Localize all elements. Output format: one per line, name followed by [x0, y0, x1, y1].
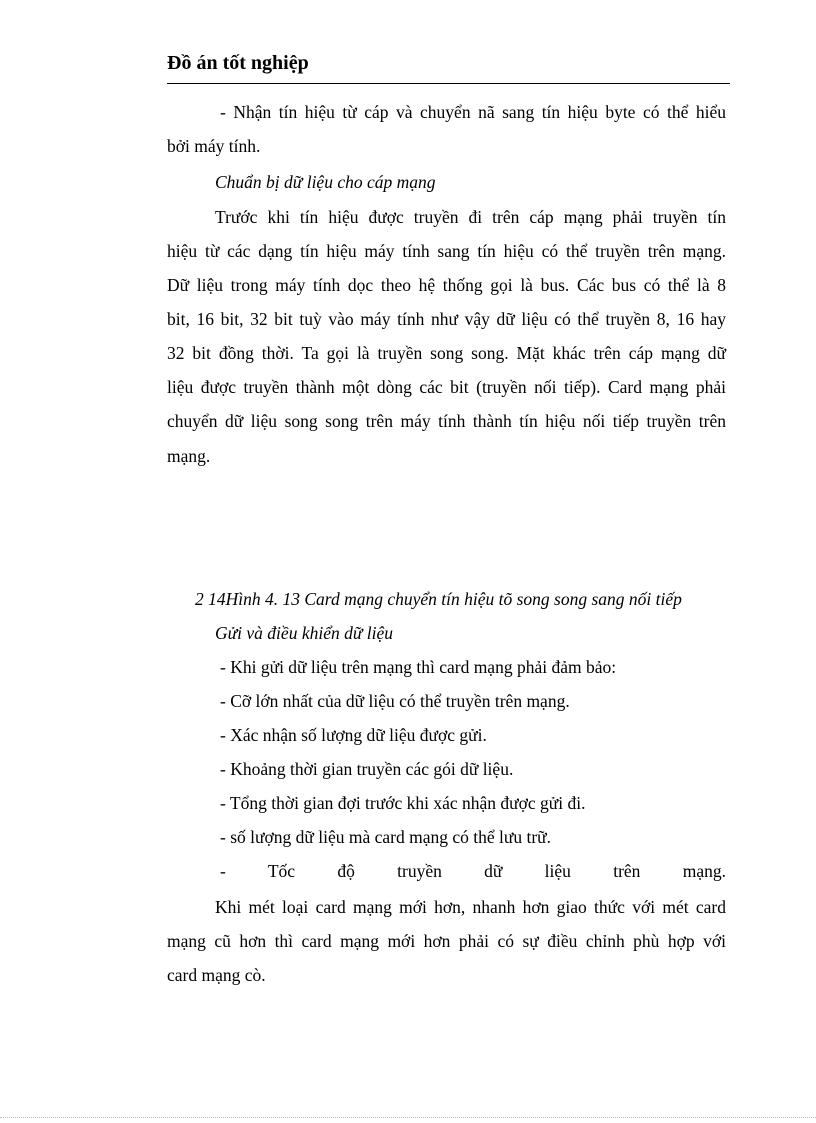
- list-item: - Khi gửi dữ liệu trên mạng thì card mạng phải đảm bảo:: [220, 657, 617, 677]
- document-title: Đồ án tốt nghiệp: [167, 52, 309, 74]
- paragraph-line: Khi mét loại card mạng mới hơn, nhanh hơn giao thức với mét card: [215, 897, 726, 917]
- paragraph-line: hiệu từ các dạng tín hiệu máy tính sang tín hiệu có thể truyền trên mạng.: [167, 241, 726, 261]
- list-item: - Khoảng thời gian truyền các gói dữ liệu.: [220, 759, 514, 779]
- figure-caption: 2 14Hình 4. 13 Card mạng chuyển tín hiệu tõ song song sang nối tiếp: [195, 589, 682, 609]
- page-bottom-edge: [0, 1117, 816, 1118]
- section-heading: Gửi và điều khiển dữ liệu: [215, 623, 393, 643]
- paragraph-line: Dữ liệu trong máy tính dọc theo hệ thống gọi là bus. Các bus có thể là 8: [167, 275, 726, 295]
- list-item: - Tốc độ truyền dữ liệu trên mạng.: [220, 861, 726, 881]
- paragraph-line: Trước khi tín hiệu được truyền đi trên cáp mạng phải truyền tín: [215, 207, 726, 227]
- paragraph-line: - Nhận tín hiệu từ cáp và chuyển nã sang tín hiệu byte có thể hiểu: [220, 102, 726, 122]
- section-heading: Chuẩn bị dữ liệu cho cáp mạng: [215, 172, 436, 192]
- paragraph-line: chuyển dữ liệu song song trên máy tính thành tín hiệu nối tiếp truyền trên: [167, 411, 726, 431]
- paragraph-line: mạng cũ hơn thì card mạng mới hơn phải có sự điều chỉnh phù hợp với: [167, 931, 726, 951]
- page-header: [167, 50, 730, 84]
- paragraph-line: bit, 16 bit, 32 bit tuỳ vào máy tính như vậy dữ liệu có thể truyền 8, 16 hay: [167, 309, 726, 329]
- list-item: - Cỡ lớn nhất của dữ liệu có thể truyền trên mạng.: [220, 691, 570, 711]
- paragraph-line: liệu được truyền thành một dòng các bit (truyền nối tiếp). Card mạng phải: [167, 377, 726, 397]
- paragraph-line: card mạng cò.: [167, 965, 266, 985]
- paragraph-line: 32 bit đồng thời. Ta gọi là truyền song song. Mặt khác trên cáp mạng dữ: [167, 343, 726, 363]
- list-item: - Tổng thời gian đợi trước khi xác nhận được gửi đi.: [220, 793, 586, 813]
- paragraph-line: bởi máy tính.: [167, 136, 261, 156]
- paragraph-line: mạng.: [167, 446, 211, 466]
- list-item: - Xác nhận số lượng dữ liệu được gửi.: [220, 725, 487, 745]
- list-item: - số lượng dữ liệu mà card mạng có thể lưu trữ.: [220, 827, 552, 847]
